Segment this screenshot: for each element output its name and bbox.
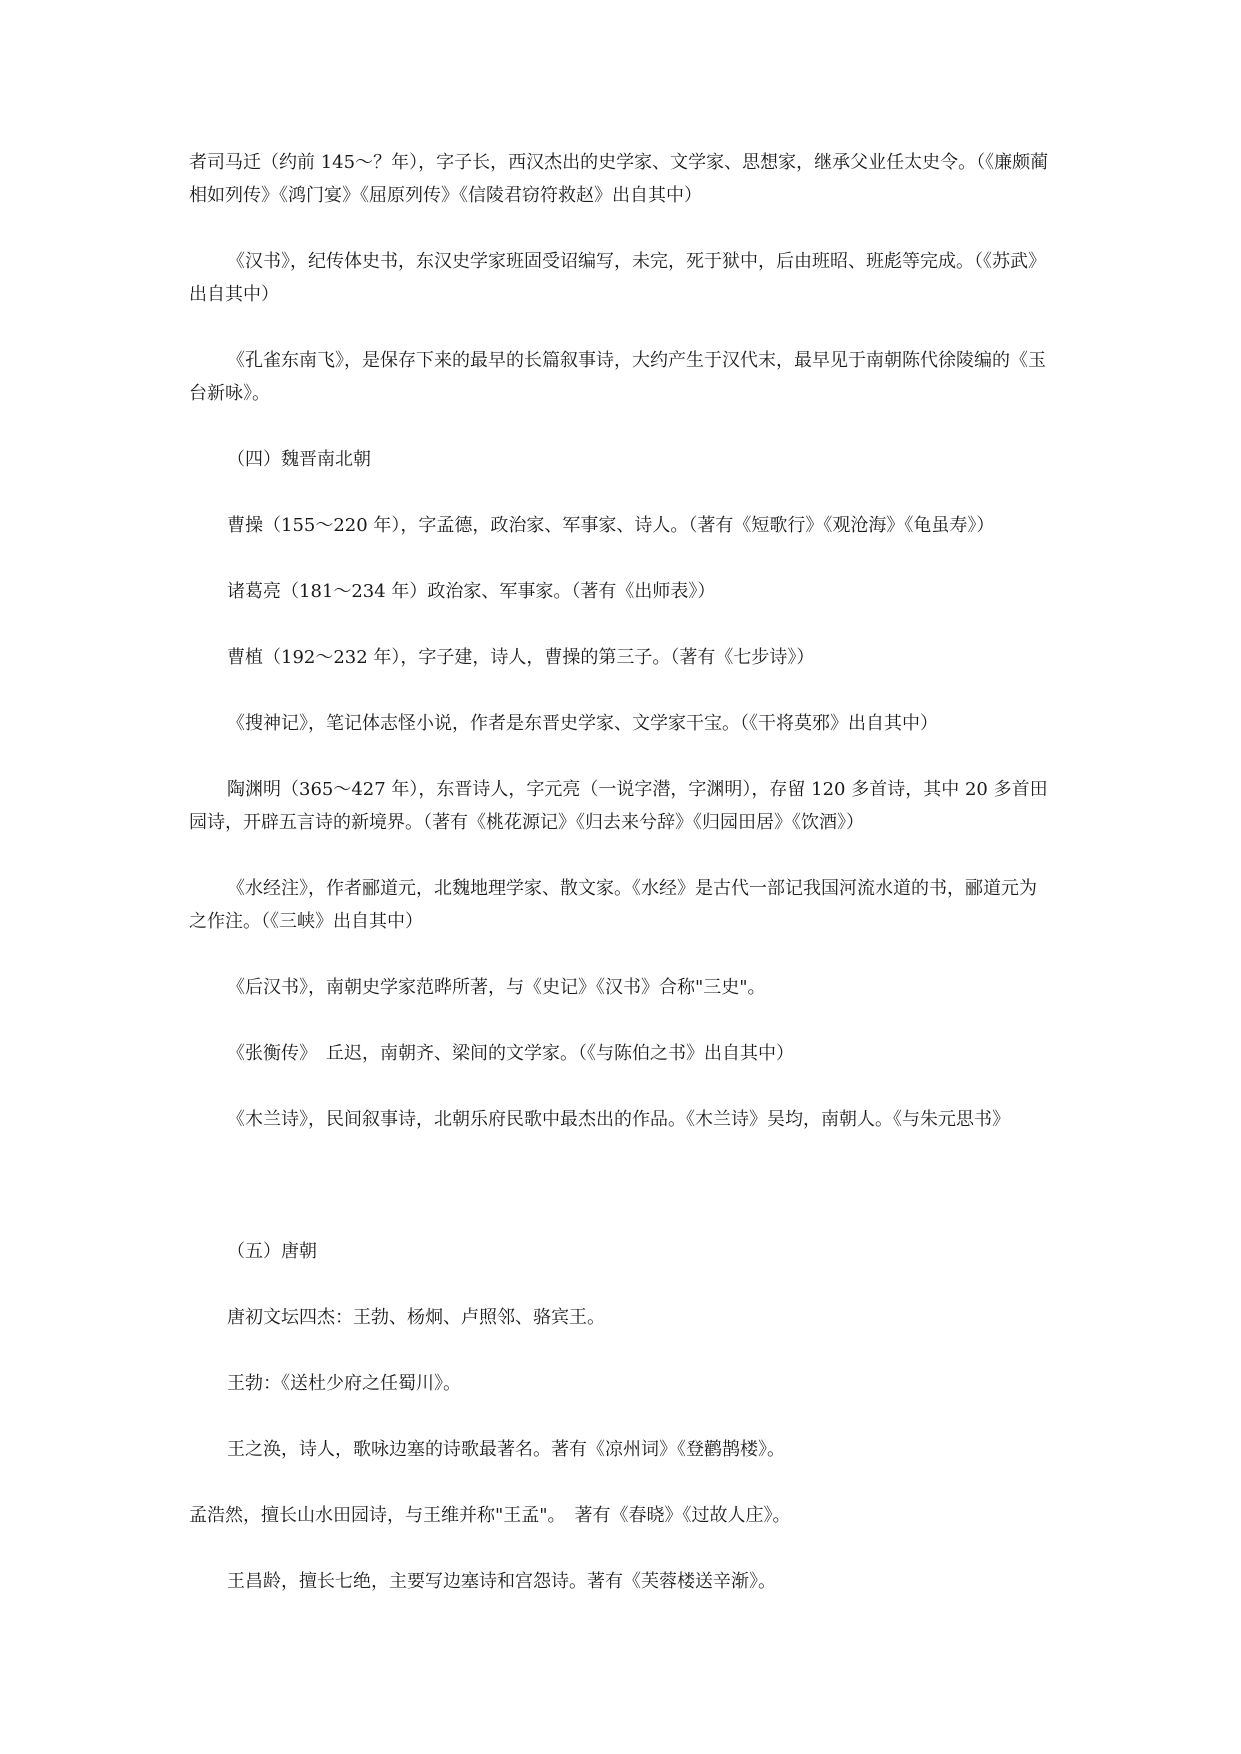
paragraph-zhangheng-zhuan: 《张衡传》 丘迟，南朝齐、梁间的文学家。（《与陈伯之书》出自其中） bbox=[227, 1043, 794, 1064]
paragraph-kongque-dongnanfei: 《孔雀东南飞》，是保存下来的最早的长篇叙事诗，大约产生于汉代末，最早见于南朝陈代徐陵编的《玉台新咏》。 bbox=[189, 350, 1046, 404]
paragraph-tao-yuanming: 陶渊明（365～427 年），东晋诗人，字元亮（一说字潜，字渊明），存留 120 多首诗，其中 20 多首田园诗，开辟五言诗的新境界。（著有《桃花源记》《归去来兮辞》《归园田居》《饮酒》） bbox=[189, 779, 1048, 833]
paragraph-four-masters: 唐初文坛四杰：王勃、杨炯、卢照邻、骆宾王。 bbox=[227, 1307, 605, 1328]
section-heading-tang: （五）唐朝 bbox=[227, 1241, 317, 1262]
paragraph-meng-haoran: 孟浩然，擅长山水田园诗，与王维并称"王孟"。 著有《春晓》《过故人庄》。 bbox=[189, 1505, 791, 1526]
paragraph-zhuge-liang: 诸葛亮（181～234 年）政治家、军事家。（著有《出师表》） bbox=[227, 581, 716, 602]
paragraph-shuijingzhu: 《水经注》，作者郦道元，北魏地理学家、散文家。《水经》是古代一部记我国河流水道的书，郦道元为之作注。（《三峡》出自其中） bbox=[189, 878, 1037, 932]
paragraph-cao-zhi: 曹植（192～232 年），字子建，诗人，曹操的第三子。（著有《七步诗》） bbox=[227, 647, 815, 668]
section-heading-weijin: （四）魏晋南北朝 bbox=[227, 449, 371, 470]
paragraph-soushenji: 《搜神记》，笔记体志怪小说，作者是东晋史学家、文学家干宝。（《干将莫邪》出自其中） bbox=[227, 713, 938, 734]
paragraph-houhanshu: 《后汉书》，南朝史学家范晔所著，与《史记》《汉书》合称"三史"。 bbox=[227, 977, 766, 998]
paragraph-wang-changling: 王昌龄，擅长七绝，主要写边塞诗和宫怨诗。著有《芙蓉楼送辛渐》。 bbox=[227, 1571, 776, 1592]
paragraph-hanshu: 《汉书》，纪传体史书，东汉史学家班固受诏编写，未完，死于狱中，后由班昭、班彪等完成。（《苏武》出自其中） bbox=[189, 251, 1046, 305]
paragraph-wang-bo: 王勃：《送杜少府之任蜀川》。 bbox=[227, 1373, 461, 1394]
paragraph-mulanshi: 《木兰诗》，民间叙事诗，北朝乐府民歌中最杰出的作品。《木兰诗》吴均，南朝人。《与朱元思书》 bbox=[227, 1109, 1010, 1130]
paragraph-wang-zhihuan: 王之涣，诗人，歌咏边塞的诗歌最著名。著有《凉州词》《登鹳鹊楼》。 bbox=[227, 1439, 785, 1460]
paragraph-sima-qian: 者司马迁（约前 145～？年），字子长，西汉杰出的史学家、文学家、思想家，继承父业任太史令。（《廉颇蔺相如列传》《鸿门宴》《屈原列传》《信陵君窃符救赵》出自其中） bbox=[189, 152, 1049, 206]
paragraph-cao-cao: 曹操（155～220 年），字孟德，政治家、军事家、诗人。（著有《短歌行》《观沧海》《龟虽寿》） bbox=[227, 515, 995, 536]
